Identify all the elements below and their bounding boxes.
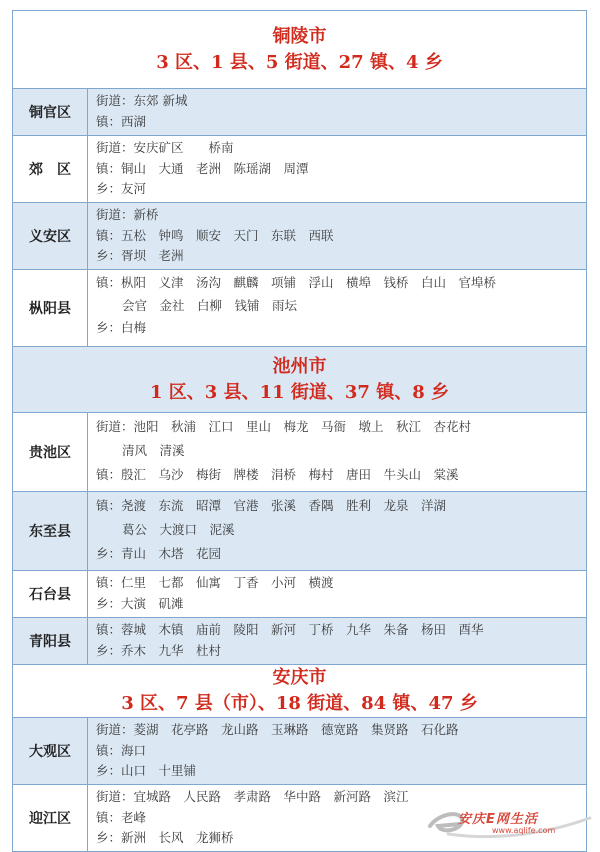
district-name: 铜官区 [13, 89, 88, 135]
detail-line: 街道：新桥 [96, 207, 159, 222]
detail-line: 镇：尧渡 东流 昭潭 官港 张溪 香隅 胜利 龙泉 洋湖 [96, 498, 447, 513]
detail-line: 乡：友河 [96, 181, 147, 196]
detail-line: 镇：西湖 [96, 113, 147, 129]
district-row [13, 618, 586, 665]
city-name: 安庆市 [272, 667, 327, 688]
district-row [13, 413, 586, 492]
district-row [13, 492, 586, 571]
district-row [13, 270, 586, 347]
detail-line: 乡：胥坝 老洲 [96, 248, 184, 263]
detail-line: 镇：仁里 七都 仙寓 丁香 小河 横渡 [96, 575, 334, 590]
detail-line: 乡：白梅 [96, 320, 147, 335]
watermark-text: 安庆E网生活 [458, 812, 538, 827]
city-summary: 3 区、7 县（市）、18 街道、84 镇、47 乡 [121, 693, 478, 714]
detail-line: 镇：殷汇 乌沙 梅街 牌楼 涓桥 梅村 唐田 牛头山 棠溪 [96, 467, 459, 482]
city-summary: 1 区、3 县、11 街道、37 镇、8 乡 [149, 382, 449, 403]
detail-line: 乡：青山 木塔 花园 [96, 546, 222, 561]
district-detail [88, 136, 586, 202]
watermark-url: www.aqlife.com [492, 826, 556, 835]
district-detail [88, 718, 586, 784]
detail-line: 街道：安庆矿区 桥南 [96, 140, 234, 155]
district-name: 迎江区 [13, 785, 88, 851]
city-header-anqing [13, 665, 586, 718]
detail-line: 清风 清溪 [122, 443, 185, 458]
detail-line: 镇：枞阳 义津 汤沟 麒麟 项铺 浮山 横埠 钱桥 白山 官埠桥 [96, 275, 497, 290]
detail-line: 乡：山口 十里铺 [96, 763, 197, 778]
district-row [13, 718, 586, 785]
district-detail [88, 618, 586, 664]
district-detail [88, 413, 586, 491]
city-name: 池州市 [272, 356, 327, 377]
detail-line: 葛公 大渡口 泥溪 [122, 522, 235, 537]
district-row [13, 203, 586, 270]
detail-line: 镇：老峰 [96, 809, 147, 825]
district-detail [88, 571, 586, 617]
district-name: 枞阳县 [13, 270, 88, 346]
detail-line: 镇：蓉城 木镇 庙前 陵阳 新河 丁桥 九华 朱备 杨田 酉华 [96, 622, 484, 637]
district-name: 石台县 [13, 571, 88, 617]
detail-line: 街道：菱湖 花亭路 龙山路 玉琳路 德宽路 集贤路 石化路 [96, 722, 459, 737]
city-header-chizhou [13, 347, 586, 413]
detail-line: 会官 金社 白柳 钱铺 雨坛 [122, 297, 298, 313]
district-row [13, 89, 586, 136]
district-detail [88, 270, 586, 346]
district-detail [88, 89, 586, 135]
city-summary: 3 区、1 县、5 街道、27 镇、4 乡 [156, 52, 443, 73]
detail-line: 乡：大演 矶滩 [96, 595, 184, 611]
district-name: 郊 区 [13, 136, 88, 202]
detail-line: 街道：池阳 秋浦 江口 里山 梅龙 马衙 墩上 秋江 杏花村 [96, 419, 472, 434]
district-detail [88, 203, 586, 269]
district-name: 东至县 [13, 492, 88, 570]
division-table [12, 10, 587, 852]
city-header-tongling [13, 11, 586, 89]
district-row [13, 571, 586, 618]
detail-line: 镇：海口 [96, 742, 147, 758]
district-detail [88, 492, 586, 570]
district-name: 义安区 [13, 203, 88, 269]
city-name: 铜陵市 [272, 26, 327, 47]
detail-line: 街道：东郊 新城 [96, 93, 188, 108]
district-name: 贵池区 [13, 413, 88, 491]
district-row [13, 136, 586, 203]
detail-line: 乡：新洲 长风 龙狮桥 [96, 830, 234, 845]
detail-line: 乡：乔木 九华 杜村 [96, 642, 222, 658]
detail-line: 镇：五松 钟鸣 顺安 天门 东联 西联 [96, 227, 334, 243]
detail-line: 街道：宜城路 人民路 孝肃路 华中路 新河路 滨江 [96, 789, 409, 804]
district-name: 青阳县 [13, 618, 88, 664]
detail-line: 镇：铜山 大通 老洲 陈瑶湖 周潭 [96, 160, 309, 176]
district-name: 大观区 [13, 718, 88, 784]
